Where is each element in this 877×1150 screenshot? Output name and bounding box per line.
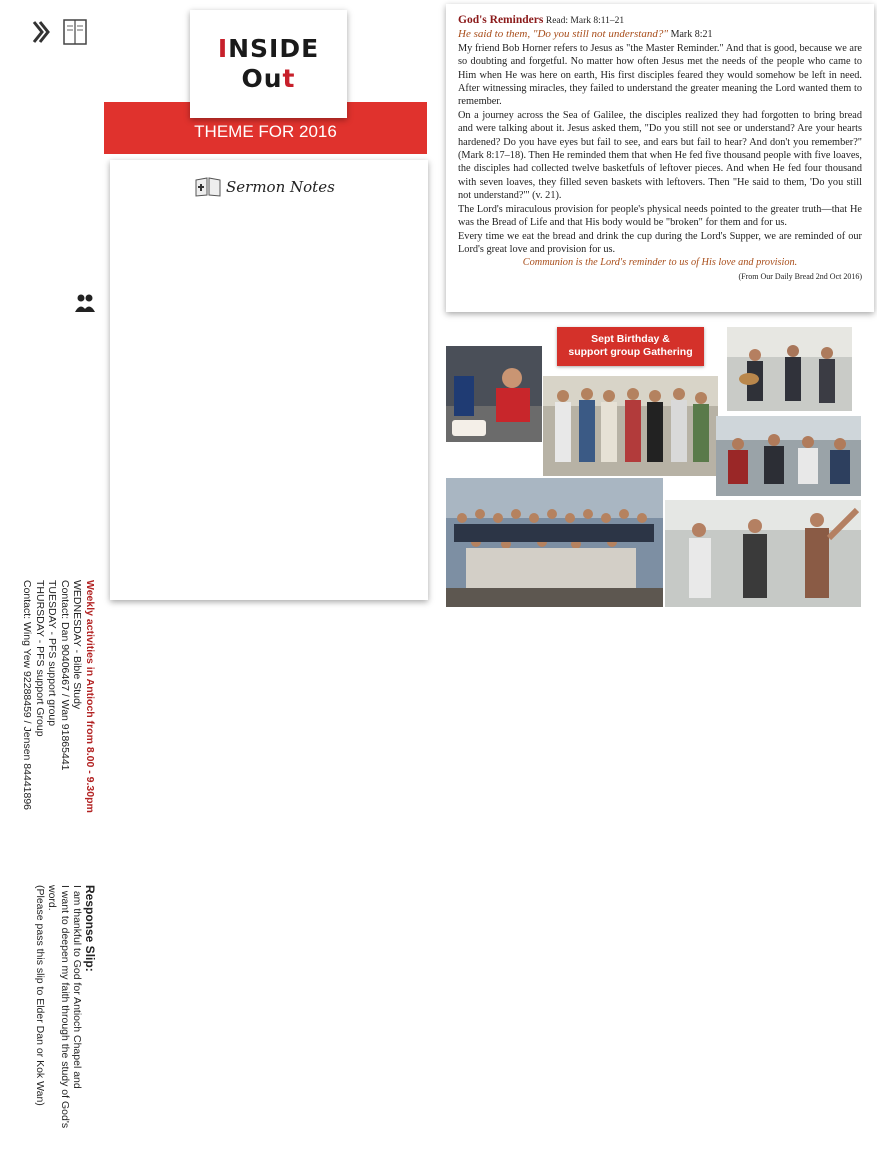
response-line: I want to deepen my faith through the study of God's — [59, 885, 71, 1129]
weekly-line: TUESDAY - PFS support group — [46, 580, 59, 727]
article-quote: Communion is the Lord's reminder to us of His love and provision. — [522, 257, 798, 269]
logo-word: NSIDE — [228, 34, 320, 63]
weekly-line: Contact: Dan 90406467 / Wan 91865441 — [59, 580, 71, 771]
photo-prayer — [665, 500, 861, 607]
sermon-notes-label: Sermon Notes — [226, 178, 335, 196]
key-verse-text: He said to them, "Do you still not understand?" — [458, 28, 668, 41]
gallery-label-line: support group Gathering — [568, 346, 693, 358]
bookmark-chevron-icon — [34, 22, 48, 42]
response-line: I am thankful to God for Antioch Chapel and — [71, 885, 84, 1089]
gallery-label-line: Sept Birthday & — [591, 333, 670, 345]
bible-study-icons — [30, 16, 90, 46]
article-title: God's Reminders — [458, 14, 544, 26]
weekly-line: THURSDAY - PFS support Group — [34, 580, 46, 737]
weekly-line: WEDNESDAY - Bible Study — [71, 580, 84, 710]
logo-word: Ou — [241, 64, 283, 93]
article-paragraph: On a journey across the Sea of Galilee, the disciples realized they had forgotten to bring bread and were talking about it. Jesus asked them, "Do you still not see or understand? Are your hearts hardened? Do you have eyes but fail to see, and ears but fail to hear? And don't you remember?" (Mark 8:17–18). Then He reminded them that when He fed five thousand people with five loaves, the disciples had collected twelve basketfuls of leftover pieces. And when He fed four thousand with seven loaves, they filled seven baskets with leftovers. Then "He said to them, 'Do you still not understand?'" (v. 21). — [458, 109, 862, 202]
bible-icon — [195, 177, 221, 197]
article-body — [458, 14, 862, 283]
article-reading: Read: Mark 8:11–21 — [545, 16, 625, 26]
response-line: (Please pass this slip to Elder Dan or Kok Wan) — [34, 885, 46, 1106]
inside-out-logo — [190, 10, 347, 118]
photo-seated-group — [716, 416, 861, 496]
article-header — [458, 14, 862, 28]
article-source: (From Our Daily Bread 2nd Oct 2016) — [738, 271, 862, 281]
article-paragraph: The Lord's miraculous provision for people's physical needs pointed to the greater truth—that He was the Bread of Life and that His body would be "broken" for them and for us. — [458, 203, 862, 229]
key-verse — [458, 28, 862, 41]
response-slip — [4, 885, 96, 1150]
response-line: word. — [46, 885, 59, 911]
open-book-icon — [64, 20, 86, 44]
key-verse-ref: Mark 8:21 — [670, 29, 713, 41]
middle-panel — [104, 0, 432, 619]
gallery-label — [557, 327, 704, 366]
sermon-notes-title — [226, 178, 335, 196]
devotional-article — [446, 4, 874, 312]
theme-label: THEME FOR 2016 — [194, 122, 337, 141]
photo-group-standing — [543, 376, 718, 476]
weekly-activities — [4, 580, 96, 880]
logo-cross-letter: t — [282, 64, 296, 93]
article-paragraph: Every time we eat the bread and drink the cup during the Lord's Supper, we are reminded of our Lord's great love and provision for us. — [458, 230, 862, 255]
photo-large-group — [446, 478, 663, 607]
weekly-title: Weekly activities in Antioch from 8.00 - 9.30pm — [84, 580, 96, 813]
logo-cross-letter: I — [217, 34, 229, 63]
photo-boy-birthday — [446, 346, 542, 442]
sermon-notes-card — [110, 160, 428, 600]
article-paragraph: My friend Bob Horner refers to Jesus as "the Master Reminder." And that is good, because we are so doubting and forgetful. No matter how often Jesus met the needs of the people who came to Him when He was here on earth, His first disciples feared they would somehow be left in need. After witnessing miracles, they failed to understand the greater meaning the Lord wanted them to remember. — [458, 42, 862, 108]
rotated-text-block — [4, 580, 96, 1150]
logo-wordmark — [190, 34, 347, 94]
photo-worship-band — [727, 327, 852, 411]
response-title: Response Slip: — [83, 885, 97, 972]
people-icon — [74, 292, 96, 314]
weekly-line: Contact: Wing Yew 92288459 / Jensen 84441896 — [21, 580, 34, 811]
weekly-activities-column — [0, 0, 102, 1129]
